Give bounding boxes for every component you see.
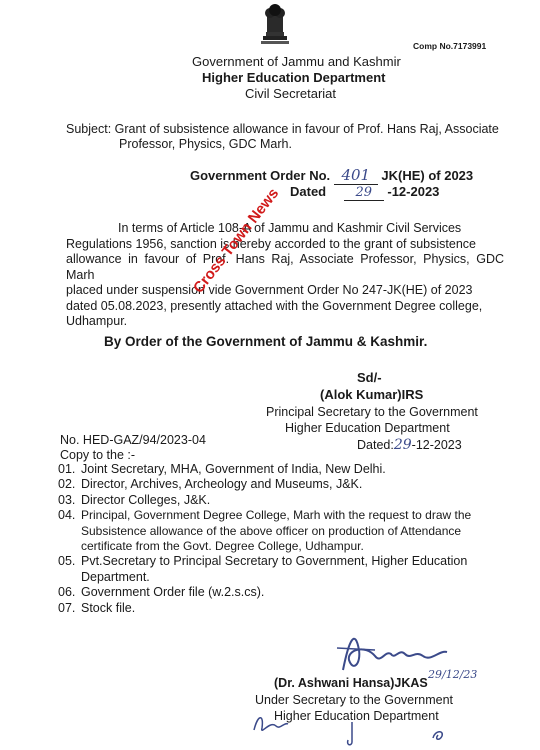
- under-secretary-name: (Dr. Ashwani Hansa)JKAS: [274, 676, 428, 690]
- signatory-date: [357, 437, 462, 453]
- state-emblem-icon: [257, 2, 293, 46]
- subject-line-2: Professor, Physics, GDC Marh.: [119, 137, 292, 151]
- copy-item: [58, 477, 508, 492]
- order-date-suffix: -12-2023: [387, 184, 440, 199]
- copy-item-text: Joint Secretary, MHA, Government of India, New Delhi.: [81, 462, 386, 476]
- initials-scribble-icon: [342, 720, 362, 748]
- copy-item-text: Stock file.: [81, 600, 136, 615]
- copy-item-number: 04.: [58, 508, 76, 523]
- order-dated-label: Dated: [290, 184, 327, 199]
- order-number-handwritten: 401: [341, 166, 371, 184]
- copy-item: [58, 462, 508, 477]
- copy-item: [58, 601, 508, 616]
- copy-item: [58, 493, 508, 508]
- body-line: placed under suspension vide Government Order No 247-JK(HE) of 2023: [66, 283, 473, 297]
- copy-item-number: 05.: [58, 554, 76, 569]
- copy-item: [58, 585, 508, 600]
- copy-item-text: Subsistence allowance of the above officer on production of Attendance: [81, 523, 462, 538]
- header-department: Higher Education Department: [202, 70, 386, 85]
- signatory-department: Higher Education Department: [285, 421, 450, 435]
- header-government: Government of Jammu and Kashmir: [192, 54, 401, 69]
- copy-item-number: 02.: [58, 477, 76, 492]
- watermark-text: Cross Town News: [190, 185, 283, 297]
- order-date-line: [290, 184, 439, 201]
- copy-item-number: 06.: [58, 585, 76, 600]
- signatory-day-handwritten: 29: [393, 437, 412, 453]
- copy-to-label: Copy to the :-: [60, 448, 136, 462]
- copy-item-number: 01.: [58, 462, 76, 476]
- signatory-dated-rest: -12-2023: [411, 438, 462, 452]
- copy-item-text: Pvt.Secretary to Principal Secretary to Government, Higher Education: [81, 554, 468, 569]
- subject-line-1: Subject: Grant of subsistence allowance in favour of Prof. Hans Raj, Associate: [66, 122, 499, 136]
- copy-item: [58, 554, 508, 585]
- copy-item-text: Government Order file (w.2.s.cs).: [81, 585, 265, 600]
- reference-number: No. HED-GAZ/94/2023-04: [60, 433, 206, 447]
- initials-scribble-icon: [430, 726, 448, 744]
- copy-item-number: 07.: [58, 600, 76, 615]
- order-label: Government Order No.: [190, 168, 331, 183]
- under-secretary-designation: Under Secretary to the Government: [255, 693, 454, 707]
- copy-item: [58, 508, 508, 554]
- header-secretariat: Civil Secretariat: [245, 86, 337, 101]
- body-line: Udhampur.: [66, 314, 128, 328]
- signatory-designation: Principal Secretary to the Government: [266, 405, 478, 419]
- copy-item-text: certificate from the Govt. Degree College, Udhampur.: [81, 539, 364, 554]
- order-number-line: [190, 166, 473, 185]
- signatory-dated-label: Dated:: [357, 438, 394, 452]
- order-day-handwritten: 29: [355, 185, 373, 200]
- comp-number: Comp No.7173991: [413, 41, 487, 51]
- copy-item-number: 03.: [58, 492, 76, 507]
- body-line: In terms of Article 108-A of Jammu and Kashmir Civil Services: [118, 221, 462, 235]
- copy-list: [58, 462, 508, 616]
- handwritten-date: 29/12/23: [428, 668, 478, 681]
- sd-mark: Sd/-: [357, 370, 382, 385]
- copy-item-text: Department.: [81, 569, 150, 584]
- body-line: allowance in favour of Prof. Hans Raj, Associate Professor, Physics, GDC Marh: [66, 252, 504, 282]
- by-order-line: By Order of the Government of Jammu & Kashmir.: [104, 334, 428, 349]
- order-suffix: JK(HE) of 2023: [381, 168, 474, 183]
- under-secretary-department: Higher Education Department: [274, 709, 439, 723]
- body-line: dated 05.08.2023, presently attached with the Government Degree college,: [66, 298, 483, 313]
- order-body: [66, 221, 504, 330]
- copy-item-text: Principal, Government Degree College, Marh with the request to draw the: [81, 508, 472, 523]
- signatory-name: (Alok Kumar)IRS: [320, 387, 424, 402]
- body-line: Regulations 1956, sanction is hereby accorded to the grant of subsistence: [66, 236, 476, 251]
- copy-item-text: Director Colleges, J&K.: [81, 492, 211, 507]
- initials-scribble-icon: [250, 710, 290, 740]
- copy-item-text: Director, Archives, Archeology and Museums, J&K.: [81, 477, 363, 492]
